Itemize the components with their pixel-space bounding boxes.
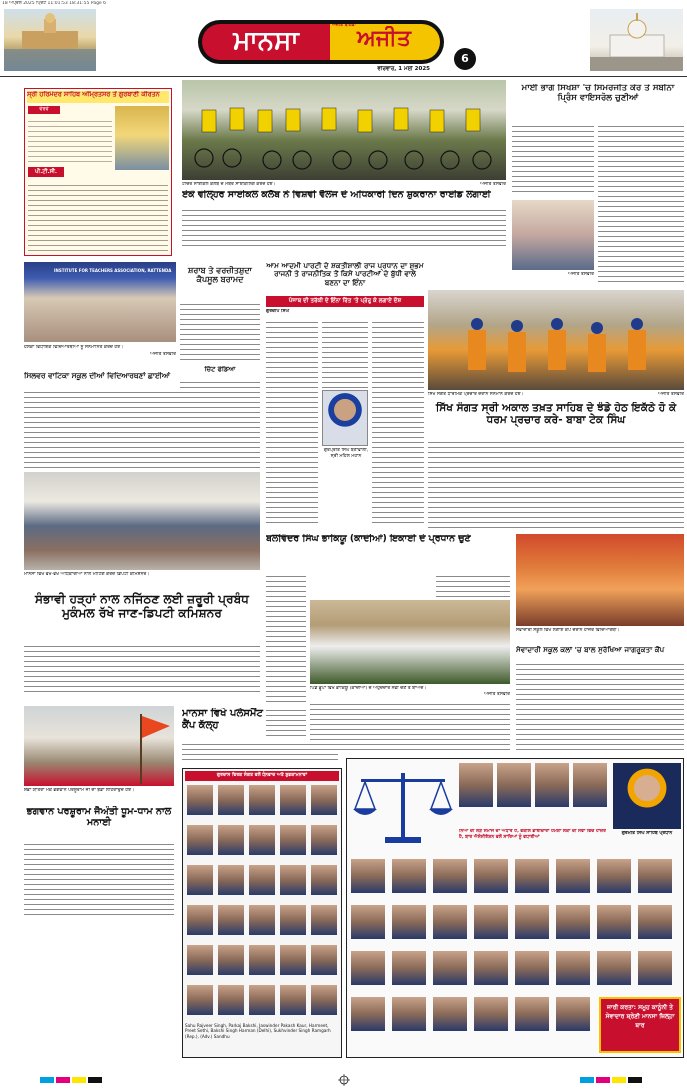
students-banner: INSTITUTE FOR TEACHERS ASSOCIATION, RATTENDA <box>54 268 172 273</box>
union-caption: ਪਿੰਡ ਭੂਪਾ ਵਿਖੇ ਭਾਕਿਯੂ (ਕਾਦੀਆਂ) ਦੇ ਅਹੁਦੇਦਾਰ ਨਵੀਂ ਚੋਣ ਤੋਂ ਬਾਅਦ। <box>310 686 427 691</box>
top-right-headline: ਮਾਈ ਭਾਗੋ ਸਿਖਸ਼ਾ 'ਚ ਸਿਮਰਜੀਤ ਕੌਰ ਤੇ ਸਬੀਨਾ ਪ੍ਰਿੰਸ ਵਾਇਸਰੋਲ ਚੁਣੀਆਂ <box>521 84 675 103</box>
print-line: 18 ਅਪ੍ਰੈਲ 2025 ਪ੍ਰਿੰਟ 11:01:53 18:31:55 Page 6 <box>2 1 106 6</box>
ad-br-message: ਨਿਆਂ ਦੀ ਲੋੜ ਸਮਾਜ ਦਾ ਅਧਾਰ ਹੈ, ਵਕੀਲ ਭਾਈਚਾਰਾ ਹਮੇਸ਼ਾ ਲੋਕਾਂ ਦੀ ਸੇਵਾ ਵਿਚ ਹਾਜ਼ਰ ਹੈ, ਬਾਰ ਐਸੋਸੀਏਸ਼ਨ ਵਲੋਂ ਸਾਰਿਆਂ ਨੂੰ ਵਧਾਈਆਂ <box>459 829 606 840</box>
parshuram-headline: ਭਗਵਾਨ ਪਰਸ਼ੂਰਾਮ ਜੈਅੰਤੀ ਧੂਮ-ਧਾਮ ਨਾਲ ਮਨਾਈ <box>26 806 172 829</box>
masthead-brand-small: ਅਜੀਤ ਬਠਿੰਡਾ <box>332 24 357 28</box>
ad-bl-grid <box>187 785 339 1021</box>
union-body-left <box>266 572 306 704</box>
gurdwara-credit: ਅਜੀਤ ਤਸਵੀਰ <box>658 392 684 397</box>
dc-body <box>24 642 260 694</box>
sharab-subhead: ਚਿੱਟ ਫੰਡਿਆ <box>204 366 236 373</box>
meeting-caption: ਮਾਨਸਾ ਵਿਖੇ ਵੱਖ-ਵੱਖ ਅਧਿਕਾਰੀਆਂ ਨਾਲ ਮੀਟਿੰਗ ਕਰਦੇ ਡਿਪਟੀ ਕਮਿਸ਼ਨਰ। <box>24 572 150 577</box>
parshuram-caption: ਸ਼ੋਭਾ ਯਾਤਰਾ ਮੌਕੇ ਭਗਵਾਨ ਪਰਸ਼ੂਰਾਮ ਜੀ ਦਾ ਝੰਡਾ ਲਹਿਰਾਉਂਦੇ ਹੋਏ। <box>24 788 135 793</box>
placement-body-1 <box>266 706 306 736</box>
union-body-bottom <box>310 700 510 750</box>
gurdwara-headline: ਸਿੱਖ ਸੰਗਤ ਸ੍ਰੀ ਅਕਾਲ ਤਖ਼ਤ ਸਾਹਿਬ ਦੇ ਝੰਡੇ ਹੇਠ ਇਕੱਠੇ ਹੋ ਕੇ ਧਰਮ ਪ੍ਰਚਾਰ ਕਰੇ- ਬਾਬਾ ਟੇਕ ਸਿੰਘ <box>435 402 677 427</box>
gurdwara-icon <box>590 9 683 71</box>
ad-badge: ਪੀ.ਟੀ.ਸੀ. <box>28 167 64 177</box>
camp-caption: ਸੇਵਾਦਾਰੀ ਸਕੂਲ ਵਿਖੇ ਲਗਾਏ ਕੈਂਪ ਦੌਰਾਨ ਹਾਜ਼ਰ ਵਿਦਿਆਰਥੀ। <box>516 628 620 633</box>
ad-body-1 <box>28 117 112 163</box>
registration-bar <box>0 1074 687 1086</box>
portrait-grid <box>187 785 339 1021</box>
cycle-photo-caption: ਟੀਚਰ ਸਾਈਕਲ ਕਲੱਬ ਦੇ ਮੈਂਬਰ ਸਾਈਕਲਿੰਗ ਕਰਦੇ ਹੋਏ। <box>182 182 276 187</box>
placement-body <box>182 740 338 764</box>
ad-br-issuer-box: ਜਾਰੀ ਕਰਤਾ: ਸਮੂਹ ਕਾਨੂੰਨੀ ਤੇ ਸੇਵਾਦਾਰ ਸ਼੍ਰੇਣੀ ਮਾਨਸਾ ਜ਼ਿਲ੍ਹਾ ਬਾਰ <box>599 997 681 1053</box>
party-body-col3 <box>372 318 424 526</box>
header-photo-left <box>4 9 96 71</box>
ad-tag: ਵੇਰਵੇ <box>28 106 60 114</box>
page-number: 6 <box>454 48 476 70</box>
ad-top-left <box>24 88 172 256</box>
top-right-body-col1 <box>512 122 594 196</box>
parshuram-photo <box>24 706 174 786</box>
masthead-left-panel <box>202 24 330 60</box>
ad-bottom-right <box>346 758 684 1058</box>
sharab-body <box>180 300 260 364</box>
ad-bl-banner: ਗੁਰਦਾਸ ਵਿਰਕ ਸੰਗਤ ਵਲੋਂ ਧੰਨਵਾਦ ਅਤੇ ਸ਼ੁਭਕਾਮਨਾਵਾਂ <box>185 771 339 781</box>
cycle-body <box>182 206 506 248</box>
header-photo-right <box>590 9 683 71</box>
union-photo <box>310 600 510 684</box>
ad-photo-golden-temple <box>115 106 169 170</box>
top-right-credit: ਅਜੀਤ ਤਸਵੀਰ <box>568 272 594 277</box>
party-mug <box>322 390 368 446</box>
date-line: ਵੀਰਵਾਰ, 1 ਮਈ 2025 <box>377 66 430 72</box>
ad-title: ਸ੍ਰੀ ਹਰਿਮੰਦਰ ਸਾਹਿਬ ਅੰਮ੍ਰਿਤਸਰ ਤੋਂ ਗੁਰਬਾਣੀ ਕੀਰਤਨ <box>27 91 169 103</box>
scales-box <box>351 765 455 849</box>
union-headline: ਬਲਵਿੰਦਰ ਸਿੰਘ ਭਾਕਿਯੂ (ਕਾਦੀਆਂ) ਇਕਾਈ ਦੇ ਪ੍ਰਧਾਨ ਚੁਣੇ <box>266 534 471 544</box>
top-right-body-col2 <box>598 122 684 282</box>
meeting-photo <box>24 472 260 570</box>
masthead <box>198 20 444 64</box>
silver-headline: ਸਿਲਵਰ ਵਾਟਿਕਾ ਸਕੂਲ ਦੀਆਂ ਵਿਦਿਆਰਥਣਾਂ ਛਾਈਆਂ <box>24 372 170 380</box>
cycle-photo-credit: ਅਜੀਤ ਤਸਵੀਰ <box>480 182 506 187</box>
camp-body <box>516 660 684 750</box>
ad-br-president-caption: ਗੁਰਮੀਤ ਸਿੰਘ ਸਾਹਿਬ ਪ੍ਰਧਾਨ <box>621 831 673 836</box>
camp-headline: ਸੇਵਾਦਾਰੀ ਸਕੂਲ ਕਲਾਂ 'ਚ ਬਾਲ ਸੁਰੱਖਿਆ ਜਾਗਰੂਕਤਾ ਕੈਂਪ <box>516 646 665 654</box>
sharab-headline: ਸ਼ਰਾਬ ਤੇ ਵਰਜ਼ੀਤਸ਼ੁਦਾ ਕੈਪਸੂਲ ਬਰਾਮਦ <box>188 266 252 285</box>
ad-bottom-left <box>182 768 342 1058</box>
gurdwara-caption: ਸਿੱਖ ਸੰਗਤ ਧਾਰਮਿਕ ਪ੍ਰਚਾਰ ਦੌਰਾਨ ਸਨਮਾਨ ਕਰਦੇ ਹੋਏ। <box>428 392 524 397</box>
party-mug-caption: ਗੁਰਪ੍ਰੀਤ ਸਿੰਘ ਬਣਾਂਵਾਲੀ, ਸ੍ਰੀ ਮਹਿਲ ਮਹਾਨ <box>323 448 369 459</box>
ad-body-2 <box>28 181 168 253</box>
scales-of-justice-icon <box>351 765 455 849</box>
party-byline: ਗੁਰਦੀਪ ਸਿੰਘ <box>266 309 289 314</box>
students-caption: ਹਲਕਾ ਵਿਧਾਇਕ ਵਿਦਿਆਰਥੀਆਂ ਨੂੰ ਸਨਮਾਨਿਤ ਕਰਦੇ ਹੋਏ। <box>24 345 124 350</box>
party-strap: ਪੰਜਾਬ ਦੀ ਤਰੱਕੀ ਦੇ ਇੰਨਾ ਰਿੱਤ 'ਤੇ ਪ੍ਰੇਰੂ ਕੇ ਲਗਾਏ ਦੋਸ਼ <box>266 296 424 307</box>
ad-br-top-portraits <box>459 763 609 827</box>
dc-headline: ਸੰਭਾਵੀ ਹੜ੍ਹਾਂ ਨਾਲ ਨਜਿੱਠਣ ਲਈ ਜ਼ਰੂਰੀ ਪ੍ਰਬੰਧ ਮੁਕੰਮਲ ਰੱਖੇ ਜਾਣ-ਡਿਪਟੀ ਕਮਿਸ਼ਨਰ <box>35 592 249 621</box>
cycle-photo <box>182 80 506 180</box>
ad-bl-footer: Sahu Rajveer Singh, Parkaj Bakshi, Jaswinder Pakash Kaur, Harmeet, Preet Sethi, Bakshi Singh Harman (Delhi), Sukhvinder Singh Ramgarh (Rep.), (Adv.) Sandhu <box>185 1023 331 1039</box>
masthead-right-panel <box>330 24 440 60</box>
students-credit: ਅਜੀਤ ਤਸਵੀਰ <box>150 352 176 357</box>
ad-br-president-photo <box>613 763 681 829</box>
union-body-right <box>436 572 510 598</box>
masthead-brand: ਅਜੀਤ <box>357 26 411 50</box>
party-body-col1 <box>266 318 318 526</box>
masthead-city: ਮਾਨਸਾ <box>233 27 299 56</box>
placement-headline: ਮਾਨਸਾ ਵਿਖੇ ਪਲੇਸਮੈਂਟ ਕੈਂਪ ਕੱਲ੍ਹ <box>182 708 263 731</box>
silver-body <box>24 388 260 470</box>
temple-icon <box>4 9 96 71</box>
students-photo <box>24 262 176 342</box>
top-right-photo <box>512 200 594 270</box>
gurdwara-body <box>428 438 684 528</box>
camp-photo <box>516 534 684 626</box>
party-body-col2 <box>322 318 368 388</box>
union-credit: ਅਜੀਤ ਤਸਵੀਰ <box>484 692 510 697</box>
party-headline: ਆਮ ਆਦਮੀ ਪਾਰਟੀ ਦੇ ਸ਼ਕਤੀਸ਼ਾਲੀ ਰਾਜ ਪ੍ਰਧਾਨ ਦਾ ਸ਼ੁਭਮ ਰਾਜਨੀ ਤੇ ਰਾਜਨੀਤਿਕ ਤੋਂ ਕਿਸੇ ਪਾਰਟੀਆਂ ਦੇ ਬੁੱਧੀ ਵਾਲੇ ਬਣਨਾ ਦਾ ਇੰਨਾ <box>266 262 424 287</box>
cycle-headline: ਏਕੋ ਵੀਲ੍ਹਰ ਸਾਈਕਲ ਕਲੱਬ ਨੇ ਵਿਸ਼ਵੀ ਵੈਲਜ ਦੇ ਅਧਿਕਾਰੀ ਦਿਨ ਸ਼ੁਕਰਾਨਾ ਰਾਈਡ ਲਗਾਈ <box>182 190 491 200</box>
gurdwara-photo <box>428 290 684 390</box>
parshuram-body <box>24 840 174 916</box>
